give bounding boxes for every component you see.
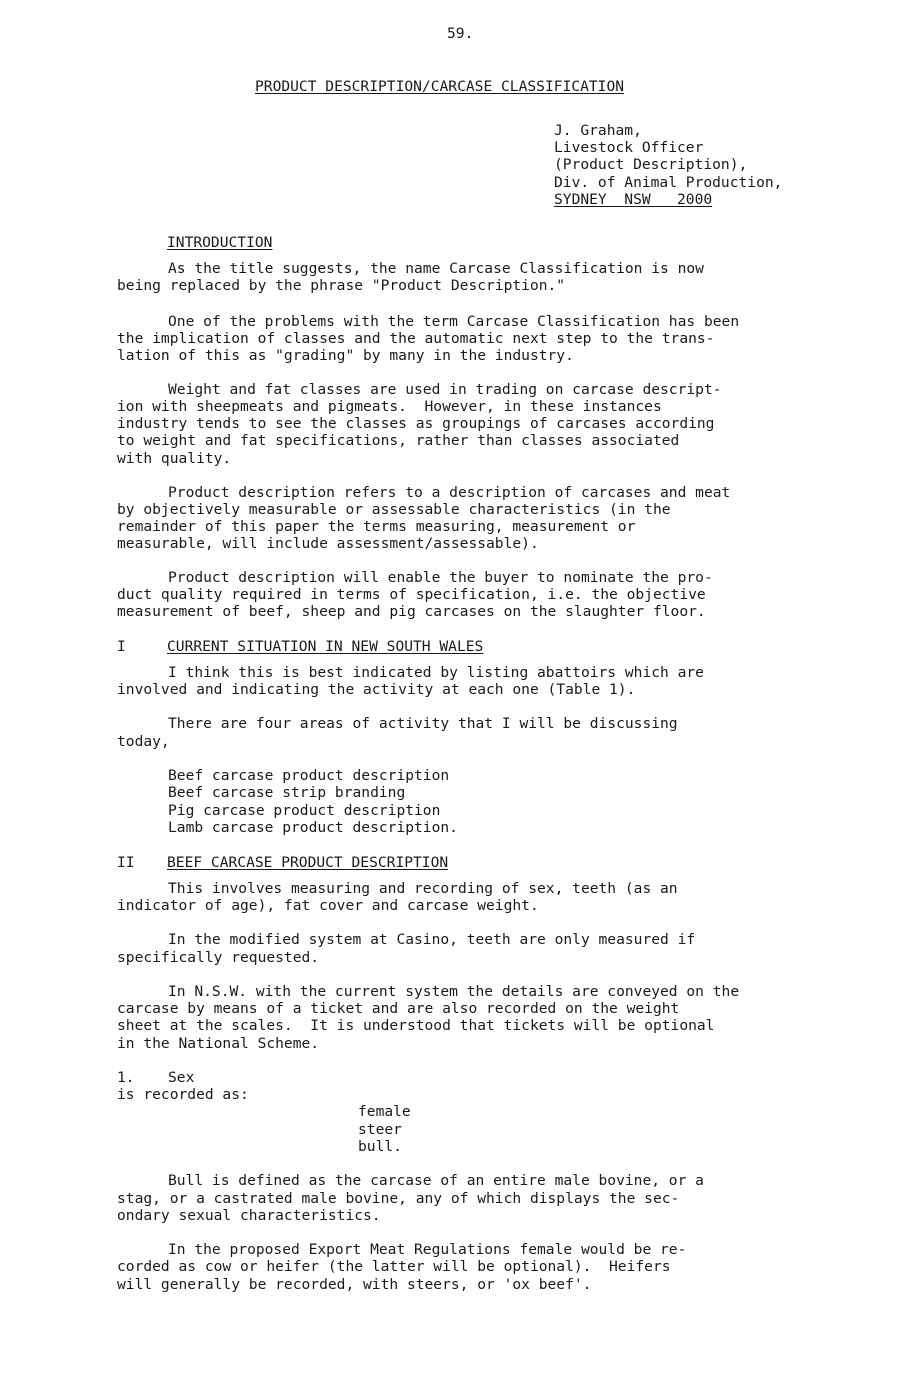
author-dept: (Product Description),	[554, 156, 748, 173]
sex-value: bull.	[358, 1138, 402, 1155]
author-address	[554, 191, 712, 208]
section-2-p1-line: This involves measuring and recording of sex, teeth (as an	[168, 880, 678, 897]
activity-list-item: Lamb carcase product description.	[168, 819, 458, 836]
section-2-p1-line: indicator of age), fat cover and carcase weight.	[117, 897, 539, 914]
section-2-p3-line: In N.S.W. with the current system the details are conveyed on the	[168, 983, 740, 1000]
section-2-p3-line: in the National Scheme.	[117, 1035, 320, 1052]
intro-p4-line: remainder of this paper the terms measuring, measurement or	[117, 518, 636, 535]
intro-p5-line: measurement of beef, sheep and pig carcases on the slaughter floor.	[117, 603, 706, 620]
intro-p5-line: Product description will enable the buyer to nominate the pro-	[168, 569, 713, 586]
sex-value: female	[358, 1103, 411, 1120]
intro-p2-line: lation of this as "grading" by many in the industry.	[117, 347, 574, 364]
activity-list-item: Pig carcase product description	[168, 802, 441, 819]
introduction-heading: INTRODUCTION	[167, 234, 273, 251]
author-postcode: 2000	[677, 191, 713, 208]
section-2-p2-line: specifically requested.	[117, 949, 320, 966]
activity-list-item: Beef carcase strip branding	[168, 784, 406, 801]
section-2-p2-line: In the modified system at Casino, teeth are only measured if	[168, 931, 696, 948]
subsection-1-number: 1.	[117, 1069, 135, 1086]
section-2-numeral: II	[117, 854, 135, 871]
author-role: Livestock Officer	[554, 139, 704, 156]
intro-p3-line: ion with sheepmeats and pigmeats. However, in these instances	[117, 398, 662, 415]
section-1-p1-line: I think this is best indicated by listing abattoirs which are	[168, 664, 704, 681]
intro-p3-line: with quality.	[117, 450, 232, 467]
intro-p1-line: being replaced by the phrase "Product Description."	[117, 277, 566, 294]
intro-p2-line: One of the problems with the term Carcase Classification has been	[168, 313, 740, 330]
intro-p3-line: Weight and fat classes are used in trading on carcase descript-	[168, 381, 722, 398]
section-2-p4-line: ondary sexual characteristics.	[117, 1207, 381, 1224]
author-city: SYDNEY	[554, 191, 607, 208]
section-2-p4-line: stag, or a castrated male bovine, any of which displays the sec-	[117, 1190, 680, 1207]
author-division: Div. of Animal Production,	[554, 174, 783, 191]
section-2-p4-line: Bull is defined as the carcase of an entire male bovine, or a	[168, 1172, 704, 1189]
intro-p2-line: the implication of classes and the automatic next step to the trans-	[117, 330, 715, 347]
section-2-heading: BEEF CARCASE PRODUCT DESCRIPTION	[167, 854, 449, 871]
section-1-numeral: I	[117, 638, 126, 655]
section-1-p1-line: involved and indicating the activity at each one (Table 1).	[117, 681, 636, 698]
page-title: PRODUCT DESCRIPTION/CARCASE CLASSIFICATION	[255, 78, 625, 95]
intro-p5-line: duct quality required in terms of specification, i.e. the objective	[117, 586, 706, 603]
page-number: 59.	[447, 25, 474, 42]
activity-list-item: Beef carcase product description	[168, 767, 450, 784]
section-2-p5-line: will generally be recorded, with steers, or 'ox beef'.	[117, 1276, 592, 1293]
sex-value: steer	[358, 1121, 402, 1138]
section-2-p3-line: sheet at the scales. It is understood that tickets will be optional	[117, 1017, 715, 1034]
author-state: NSW	[624, 191, 651, 208]
section-1-p2-line: today,	[117, 733, 170, 750]
intro-p4-line: measurable, will include assessment/assessable).	[117, 535, 539, 552]
author-name: J. Graham,	[554, 122, 642, 139]
section-2-p5-line: corded as cow or heifer (the latter will be optional). Heifers	[117, 1258, 671, 1275]
intro-p3-line: to weight and fat specifications, rather than classes associated	[117, 432, 680, 449]
section-1-p2-line: There are four areas of activity that I will be discussing	[168, 715, 678, 732]
subsection-1-label: Sex	[168, 1069, 195, 1086]
intro-p4-line: Product description refers to a description of carcases and meat	[168, 484, 731, 501]
section-1-heading: CURRENT SITUATION IN NEW SOUTH WALES	[167, 638, 484, 655]
intro-p4-line: by objectively measurable or assessable characteristics (in the	[117, 501, 671, 518]
section-2-p3-line: carcase by means of a ticket and are also recorded on the weight	[117, 1000, 680, 1017]
section-2-p5-line: In the proposed Export Meat Regulations female would be re-	[168, 1241, 687, 1258]
subsection-1-intro: is recorded as:	[117, 1086, 249, 1103]
intro-p1-line: As the title suggests, the name Carcase Classification is now	[168, 260, 704, 277]
intro-p3-line: industry tends to see the classes as groupings of carcases according	[117, 415, 715, 432]
